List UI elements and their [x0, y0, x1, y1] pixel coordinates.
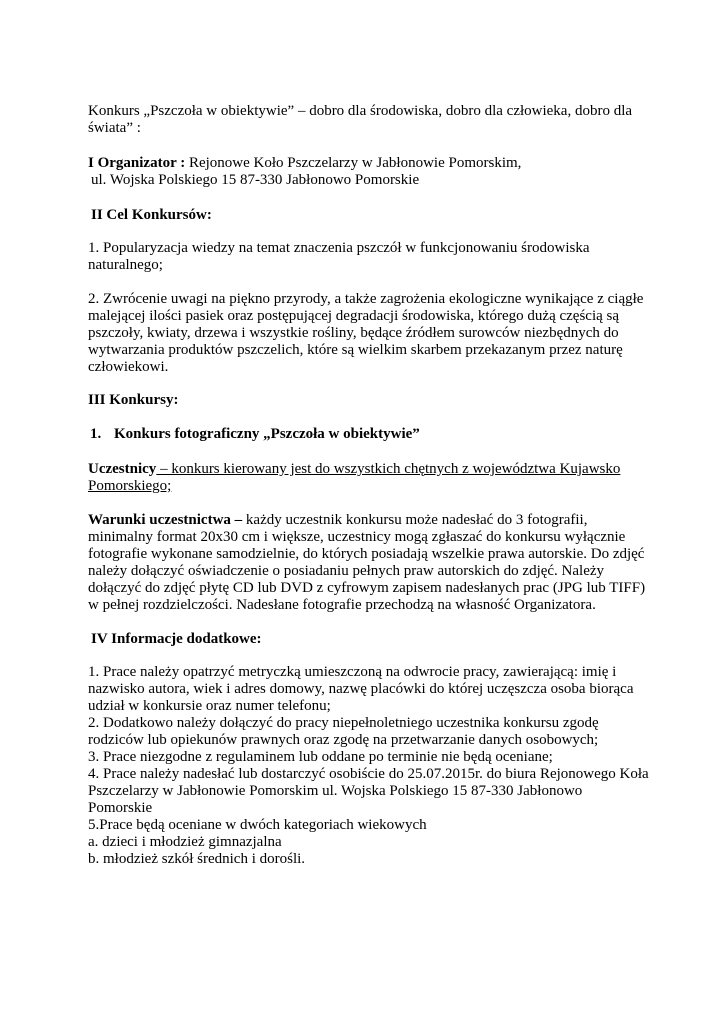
contest-item	[90, 426, 420, 443]
contest-item-title: Konkurs fotograficzny „Pszczoła w obiektywie”	[114, 426, 420, 442]
participants-paragraph	[88, 461, 620, 478]
conditions-label: Warunki uczestnictwa –	[88, 512, 243, 528]
info-heading: IV Informacje dodatkowe:	[91, 631, 262, 647]
document-title-line-1: Konkurs „Pszczoła w obiektywie” – dobro dla środowiska, dobro dla człowieka, dobro dla	[88, 103, 633, 119]
conditions-text-line: fotografie wykonane samodzielnie, do których posiadają wszelkie prawa autorskie. Do zdjęć	[88, 546, 645, 562]
info-line: rodziców lub opiekunów prawnych oraz zgodę na przetwarzanie danych osobowych;	[88, 732, 599, 748]
info-line: 4. Prace należy nadesłać lub dostarczyć osobiście do 25.07.2015r. do biura Rejonowego Koła	[88, 766, 649, 782]
info-line: nazwisko autora, wiek i adres domowy, nazwę placówki do której uczęszcza osoba biorąca	[88, 681, 634, 697]
goal-p1-line: naturalnego;	[88, 257, 163, 273]
conditions-text-line: dołączyć do zdjęć płytę CD lub DVD z cyfrowym zapisem nadesłanych prac (JPG lub TIFF)	[88, 580, 646, 596]
info-line: udział w konkursie oraz numer telefonu;	[88, 698, 331, 714]
organizer-name: Rejonowe Koło Pszczelarzy w Jabłonowie Pomorskim,	[185, 155, 522, 171]
info-line: Pszczelarzy w Jabłonowie Pomorskim ul. Wojska Polskiego 15 87-330 Jabłonowo	[88, 783, 583, 799]
info-line: 5.Prace będą oceniane w dwóch kategoriach wiekowych	[88, 817, 427, 833]
info-line: 2. Dodatkowo należy dołączyć do pracy niepełnoletniego uczestnika konkursu zgodę	[88, 715, 599, 731]
participants-label: Uczestnicy	[88, 461, 157, 477]
info-line: b. młodzież szkół średnich i dorośli.	[88, 851, 306, 867]
conditions-paragraph	[88, 512, 587, 529]
goal-p2-line: wytwarzania produktów pszczelich, które są wielkim skarbem przekazanym przez naturę	[88, 342, 623, 358]
goal-heading: II Cel Konkursów:	[91, 207, 212, 223]
organizer-address: ul. Wojska Polskiego 15 87-330 Jabłonowo Pomorskie	[91, 172, 420, 188]
conditions-text-line: minimalny format 20x30 cm i większe, uczestnicy mogą zgłaszać do konkursu wyłącznie	[88, 529, 626, 545]
goal-p2-line: 2. Zwrócenie uwagi na piękno przyrody, a także zagrożenia ekologiczne wynikające z ciągłe	[88, 291, 644, 307]
contest-item-number: 1.	[90, 426, 102, 442]
goal-p2-line: pszczoły, kwiaty, drzewa i wszystkie rośliny, będące źródłem surowców niezbędnych do	[88, 325, 619, 341]
document-title-line-2: świata” :	[88, 120, 141, 136]
conditions-text-line: w pełnej rozdzielczości. Nadesłane fotografie przechodzą na własność Organizatora.	[88, 597, 596, 613]
info-line: a. dzieci i młodzież gimnazjalna	[88, 834, 282, 850]
goal-p2-line: malejącej ilości pasiek oraz postępującej degradacji środowiska, którego dużą częścią są	[88, 308, 620, 324]
info-line: Pomorskie	[88, 800, 153, 816]
goal-p2-line: człowiekowi.	[88, 359, 169, 375]
goal-p1-line: 1. Popularyzacja wiedzy na temat znaczenia pszczół w funkcjonowaniu środowiska	[88, 240, 590, 256]
conditions-text: każdy uczestnik konkursu może nadesłać do 3 fotografii,	[242, 512, 588, 528]
participants-text-line: Pomorskiego;	[88, 478, 172, 494]
organizer-heading: I Organizator :	[88, 155, 186, 171]
organizer-paragraph	[88, 155, 521, 172]
conditions-text-line: należy dołączyć oświadczenie o posiadaniu pełnych praw autorskich do zdjęć. Należy	[88, 563, 605, 579]
info-line: 3. Prace niezgodne z regulaminem lub oddane po terminie nie będą oceniane;	[88, 749, 553, 765]
participants-text: – konkurs kierowany jest do wszystkich chętnych z województwa Kujawsko	[156, 461, 621, 477]
info-line: 1. Prace należy opatrzyć metryczką umieszczoną na odwrocie pracy, zawierającą: imię i	[88, 664, 617, 680]
contests-heading: III Konkursy:	[88, 392, 179, 408]
